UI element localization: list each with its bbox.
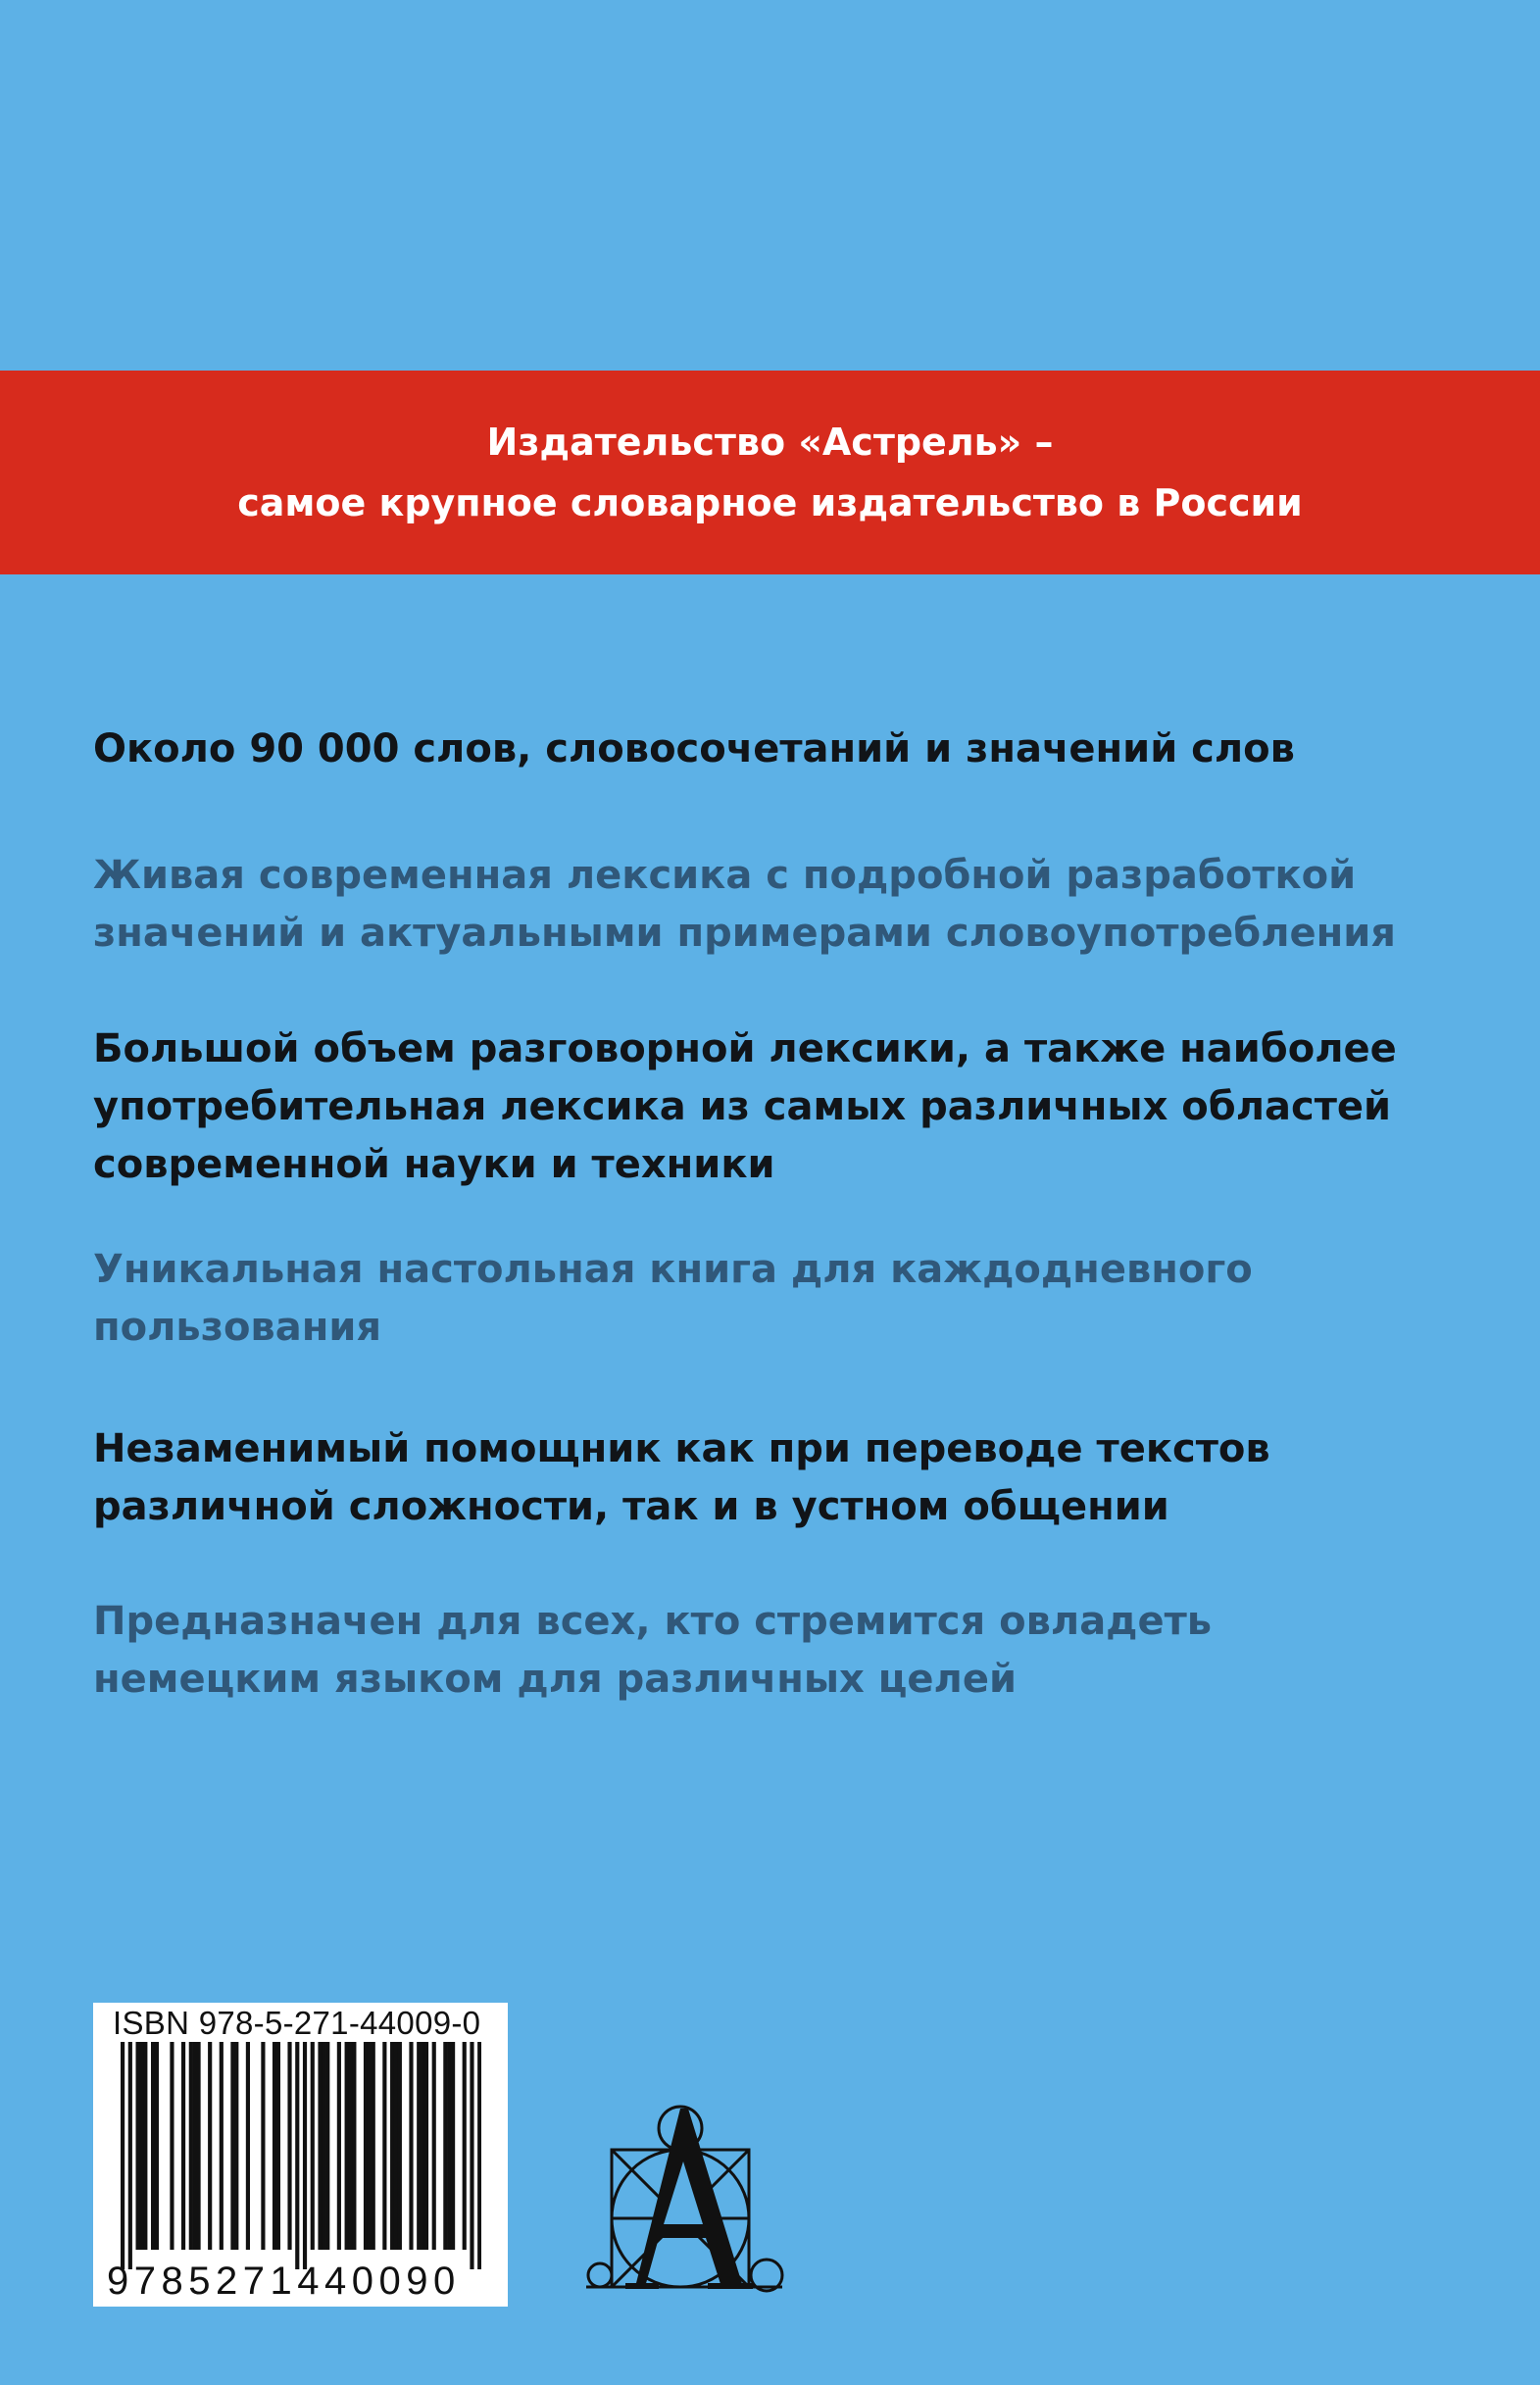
feature-line: современной науки и техники [93,1142,775,1187]
barcode-bar [135,2042,139,2250]
feature-line: Уникальная настольная книга для каждодневного [93,1247,1253,1292]
barcode-bar [193,2042,197,2250]
barcode-bar [337,2042,341,2250]
barcode-bar [345,2042,349,2250]
barcode-bar [322,2042,325,2250]
feature-line: немецким языком для различных целей [93,1657,1018,1702]
barcode-bar [451,2042,455,2250]
barcode-bar [121,2042,124,2269]
barcode-bar [276,2042,280,2250]
feature-line: Предназначен для всех, кто стремится овладеть [93,1599,1213,1644]
barcode-bar [368,2042,372,2250]
barcode-bar [189,2042,193,2250]
feature-word-count [93,720,1295,778]
astrel-a-logo-icon [586,2103,794,2299]
barcode-bar [372,2042,375,2250]
banner-line-1: Издательство «Астрель» – [486,421,1054,464]
barcode-bar [208,2042,212,2250]
barcode-bar [234,2042,238,2250]
barcode-bar [382,2042,386,2250]
feature-line: значений и актуальными примерами словоупотребления [93,911,1396,956]
barcode-bar [348,2042,352,2250]
barcode-bar [220,2042,224,2250]
barcode-bar [417,2042,421,2250]
barcode-bar [261,2042,265,2250]
barcode-bar [246,2042,250,2250]
barcode-bar [352,2042,356,2250]
feature-line: Незаменимый помощник как при переводе текстов [93,1426,1270,1471]
barcode-bar [421,2042,424,2250]
barcode-bar [432,2042,436,2250]
barcode-bar [447,2042,451,2250]
barcode-bar [470,2042,473,2269]
barcode-bar [273,2042,276,2250]
barcode-bar [390,2042,394,2250]
feature-line: употребительная лексика из самых различных областей [93,1084,1392,1129]
barcode-bar [230,2042,234,2250]
feature-line: различной сложности, так и в устном общении [93,1484,1169,1529]
barcode-bar [477,2042,481,2269]
barcode-bar [303,2042,307,2269]
barcode-bar [295,2042,299,2269]
barcode-bar [151,2042,155,2250]
barcode-bar [398,2042,402,2250]
barcode-bar [325,2042,329,2250]
feature-modern-lexicon [93,847,1396,963]
barcode-bar [318,2042,322,2250]
barcode-digits: 9785271440090 [107,2260,461,2303]
barcode-bar [139,2042,143,2250]
banner-line-2: самое крупное словарное издательство в России [237,481,1303,524]
feature-colloquial-lexicon [93,1020,1397,1194]
feature-line: Около 90 000 слов, словосочетаний и значений слов [93,726,1295,771]
isbn-label: ISBN 978-5-271-44009-0 [113,2005,481,2041]
isbn-barcode [93,2003,508,2307]
feature-translation-helper [93,1420,1270,1536]
barcode-bar [424,2042,428,2250]
feature-line: Большой объем разговорной лексики, а также наиболее [93,1026,1397,1071]
barcode-bar [170,2042,174,2250]
barcode-bar [155,2042,159,2250]
barcode-bar [196,2042,200,2250]
barcode-bar [394,2042,398,2250]
barcode-bar [409,2042,413,2250]
feature-audience [93,1593,1212,1709]
barcode-bar [443,2042,447,2250]
publisher-banner [0,371,1540,574]
feature-desk-book [93,1241,1253,1357]
barcode-bar [311,2042,315,2250]
barcode-bar [128,2042,132,2269]
barcode-bar [463,2042,467,2250]
barcode-bars [121,2042,481,2269]
barcode-bar [287,2042,291,2250]
barcode-bar [181,2042,185,2250]
barcode-bar [143,2042,147,2250]
barcode-bar [364,2042,368,2250]
feature-line: Живая современная лексика с подробной разработкой [93,853,1357,898]
feature-line: пользования [93,1305,382,1350]
